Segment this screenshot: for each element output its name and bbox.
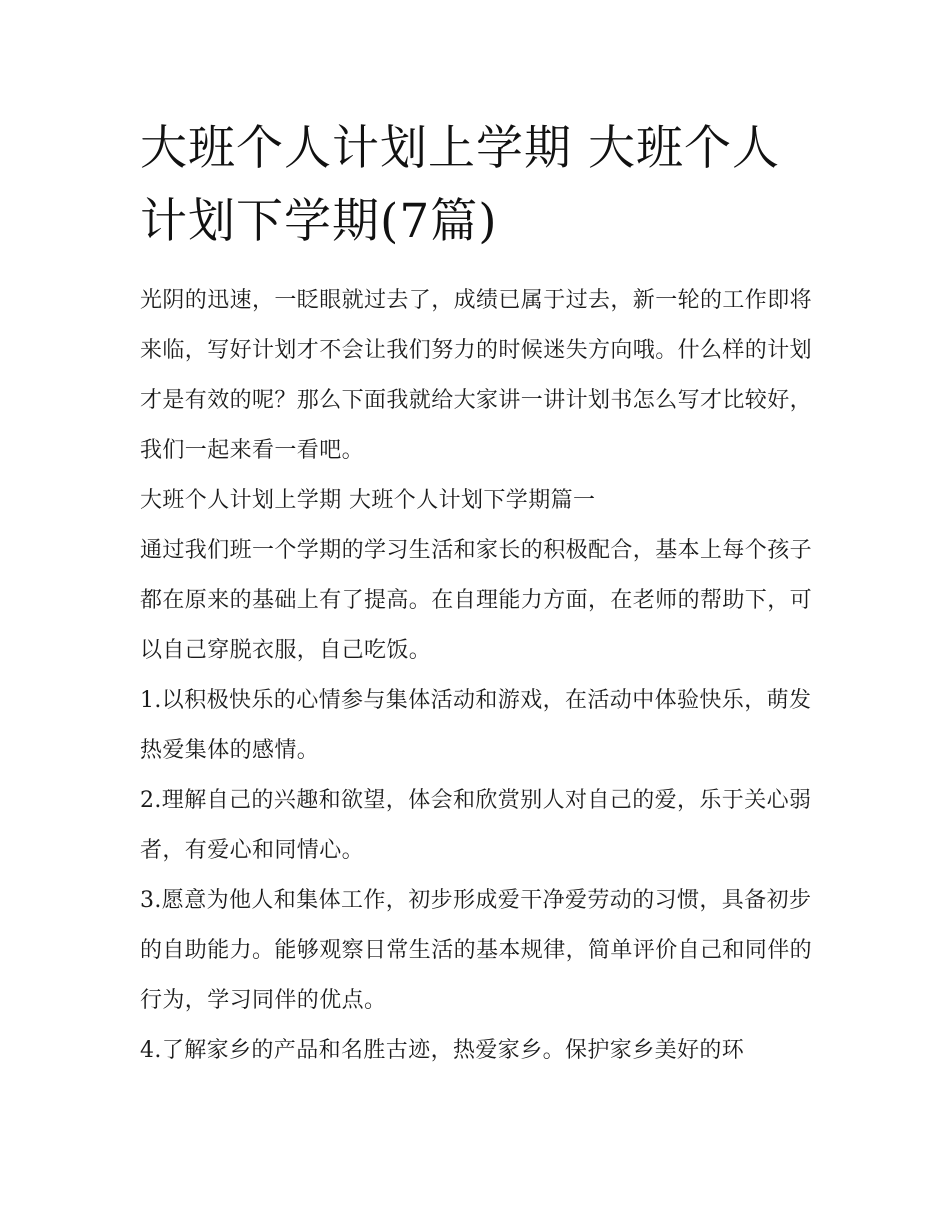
document-body — [140, 112, 815, 1076]
list-item-4: 4.了解家乡的产品和名胜古迹，热爱家乡。保护家乡美好的环 — [140, 1038, 745, 1063]
list-item-3: 3.愿意为他人和集体工作，初步形成爱干净爱劳动的习惯，具备初步的自助能力。能够观察日常生活的基本规律，简单评价自己和同伴的行为，学习同伴的优点。 — [140, 888, 813, 1013]
list-item-2: 2.理解自己的兴趣和欲望，体会和欣赏别人对自己的爱，乐于关心弱者，有爱心和同情心。 — [140, 788, 812, 863]
list-item-1: 1.以积极快乐的心情参与集体活动和游戏，在活动中体验快乐，萌发热爱集体的感情。 — [140, 688, 812, 763]
document-title: 大班个人计划上学期 大班个人计划下学期(7篇) — [140, 121, 780, 249]
section-heading: 大班个人计划上学期 大班个人计划下学期篇一 — [140, 488, 596, 513]
body-paragraph: 通过我们班一个学期的学习生活和家长的积极配合，基本上每个孩子都在原来的基础上有了提高。在自理能力方面，在老师的帮助下，可以自己穿脱衣服，自己吃饭。 — [140, 538, 813, 663]
intro-paragraph: 光阴的迅速，一眨眼就过去了，成绩已属于过去，新一轮的工作即将来临，写好计划才不会让我们努力的时候迷失方向哦。什么样的计划才是有效的呢？那么下面我就给大家讲一讲计划书怎么写才比较好，我们一起来看一看吧。 — [140, 288, 813, 463]
